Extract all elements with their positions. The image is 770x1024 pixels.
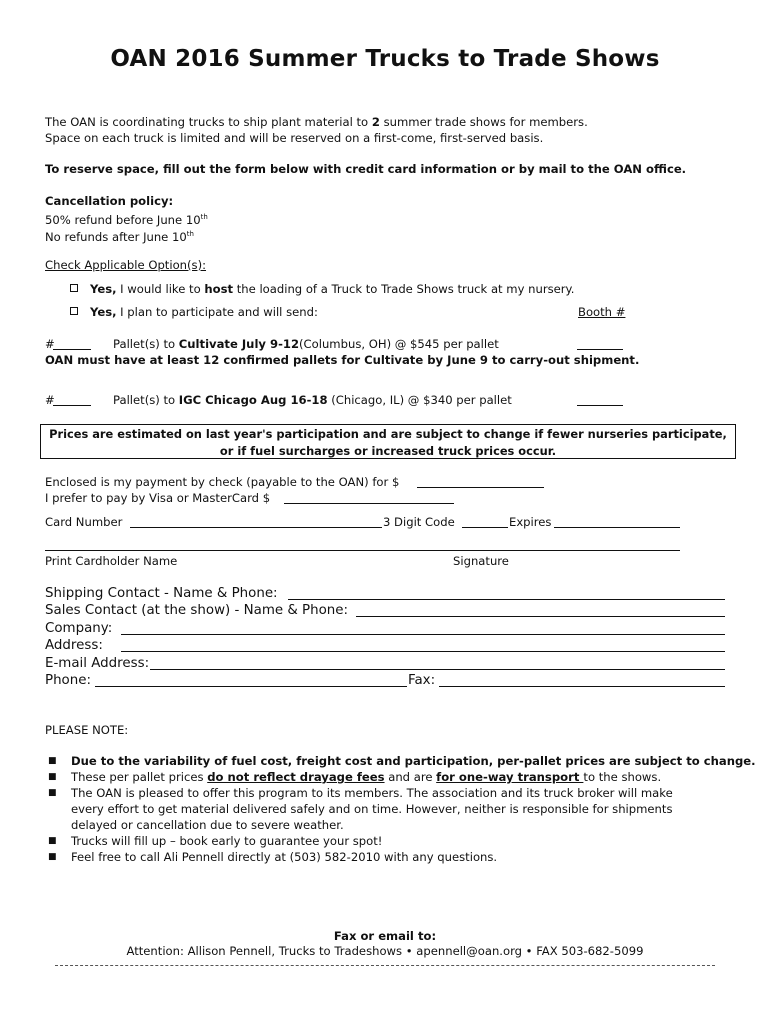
phone-field[interactable] [95, 686, 407, 687]
cancellation-heading: Cancellation policy: [45, 194, 174, 208]
cultivate-show: Cultivate July 9-12 [178, 337, 300, 351]
booth-label: Booth # [578, 305, 626, 319]
cultivate-note: OAN must have at least 12 confirmed pallets for Cultivate by June 9 to carry-out shipment. [45, 353, 640, 367]
option-participate-text: I plan to participate and will send: [116, 305, 318, 319]
email-label: E-mail Address: [45, 656, 150, 671]
note-2 [71, 769, 661, 785]
host-checkbox[interactable] [70, 284, 78, 292]
option-participate-yes: Yes, [90, 305, 117, 319]
price-notice-line-1: Prices are estimated on last year's participation and are subject to change if fewer nurseries participate, [49, 427, 727, 441]
note-2-post: to the shows. [583, 770, 662, 784]
digit-code-field[interactable] [462, 527, 508, 528]
address-label: Address: [45, 638, 103, 653]
intro-text-end: summer trade shows for members. [379, 115, 588, 129]
expires-field[interactable] [554, 527, 680, 528]
igc-pallet-field[interactable] [53, 405, 91, 406]
option-host-bold: host [204, 282, 234, 296]
notes-heading: PLEASE NOTE: [45, 723, 129, 737]
footer-line: Attention: Allison Pennell, Trucks to Tradeshows • apennell@oan.org • FAX 503-682-5099 [126, 944, 644, 958]
card-number-label: Card Number [45, 515, 123, 529]
note-1: Due to the variability of fuel cost, freight cost and participation, per-pallet prices are subject to change. [71, 754, 756, 768]
signature-label: Signature [453, 554, 509, 568]
note-2-pre: These per pallet prices [71, 770, 208, 784]
note-2-drayage: do not reflect drayage fees [207, 770, 385, 784]
cultivate-post: (Columbus, OH) @ $545 per pallet [299, 337, 499, 351]
cancellation-text-2: No refunds after June 10 [45, 229, 187, 244]
price-notice-box [40, 424, 736, 459]
cultivate-pre: Pallet(s) to [113, 337, 179, 351]
cut-line [55, 965, 715, 966]
phone-label: Phone: [45, 673, 91, 688]
option-participate [70, 304, 318, 320]
note-2-mid: and are [384, 770, 437, 784]
bullet-icon: ■ [48, 772, 57, 782]
note-3-line-2: every effort to get material delivered safely and on time. However, neither is responsible for shipments [71, 802, 673, 816]
cancellation-sup-1: th [200, 213, 208, 221]
intro-count: 2 [371, 115, 380, 129]
card-amount-field[interactable] [284, 503, 454, 504]
check-payment-label: Enclosed is my payment by check (payable to the OAN) for $ [45, 475, 400, 489]
fax-label: Fax: [408, 673, 436, 688]
note-3-line-1: The OAN is pleased to offer this program to its members. The association and its truck broker will make [71, 786, 673, 800]
intro-line-1 [45, 114, 588, 130]
option-host-yes: Yes, [90, 282, 117, 296]
footer-heading: Fax or email to: [333, 929, 437, 943]
bullet-icon: ■ [48, 852, 57, 862]
cardholder-signature-field[interactable] [45, 550, 680, 551]
page-title: OAN 2016 Summer Trucks to Trade Shows [110, 46, 660, 72]
company-label: Company: [45, 621, 113, 636]
shipping-contact-label: Shipping Contact - Name & Phone: [45, 586, 278, 601]
igc-show: IGC Chicago Aug 16-18 [178, 393, 328, 407]
card-payment-label: I prefer to pay by Visa or MasterCard $ [45, 491, 271, 505]
cultivate-hash: # [45, 337, 55, 351]
cultivate-pallet-field[interactable] [53, 349, 91, 350]
option-host [70, 281, 574, 297]
option-host-text: I would like to [116, 282, 205, 296]
cancellation-sup-2: th [186, 230, 194, 238]
cardholder-label: Print Cardholder Name [45, 554, 178, 568]
fax-field[interactable] [439, 686, 725, 687]
igc-pre: Pallet(s) to [113, 393, 179, 407]
address-field[interactable] [121, 651, 725, 652]
bullet-icon: ■ [48, 836, 57, 846]
card-number-field[interactable] [130, 527, 382, 528]
bullet-icon: ■ [48, 756, 57, 766]
participate-checkbox[interactable] [70, 307, 78, 315]
options-heading: Check Applicable Option(s): [45, 258, 207, 272]
note-3-line-3: delayed or cancellation due to severe weather. [71, 818, 344, 832]
igc-booth-field[interactable] [577, 405, 623, 406]
note-4: Trucks will fill up – book early to guarantee your spot! [71, 834, 383, 848]
sales-contact-field[interactable] [356, 616, 725, 617]
reserve-note: To reserve space, fill out the form below with credit card information or by mail to the OAN office. [45, 162, 687, 176]
check-amount-field[interactable] [417, 487, 544, 488]
option-host-text-end: the loading of a Truck to Trade Shows truck at my nursery. [233, 282, 575, 296]
igc-post: (Chicago, IL) @ $340 per pallet [327, 393, 512, 407]
igc-line [113, 392, 512, 408]
note-5: Feel free to call Ali Pennell directly at (503) 582-2010 with any questions. [71, 850, 498, 864]
cultivate-line [113, 336, 499, 352]
sales-contact-label: Sales Contact (at the show) - Name & Phone: [45, 603, 349, 618]
email-field[interactable] [150, 669, 725, 670]
digit-code-label: 3 Digit Code [383, 515, 455, 529]
note-2-one-way: for one-way transport [436, 770, 584, 784]
cancellation-line-2 [45, 226, 194, 245]
intro-text: The OAN is coordinating trucks to ship plant material to [45, 115, 372, 129]
price-notice-line-2: or if fuel surcharges or increased truck prices occur. [219, 444, 557, 458]
company-field[interactable] [121, 634, 725, 635]
shipping-contact-field[interactable] [288, 599, 725, 600]
bullet-icon: ■ [48, 788, 57, 798]
intro-line-2: Space on each truck is limited and will be reserved on a first-come, first-served basis. [45, 131, 544, 145]
cultivate-booth-field[interactable] [577, 349, 623, 350]
igc-hash: # [45, 393, 55, 407]
expires-label: Expires [509, 515, 552, 529]
cancellation-text-1: 50% refund before June 10 [45, 212, 201, 227]
